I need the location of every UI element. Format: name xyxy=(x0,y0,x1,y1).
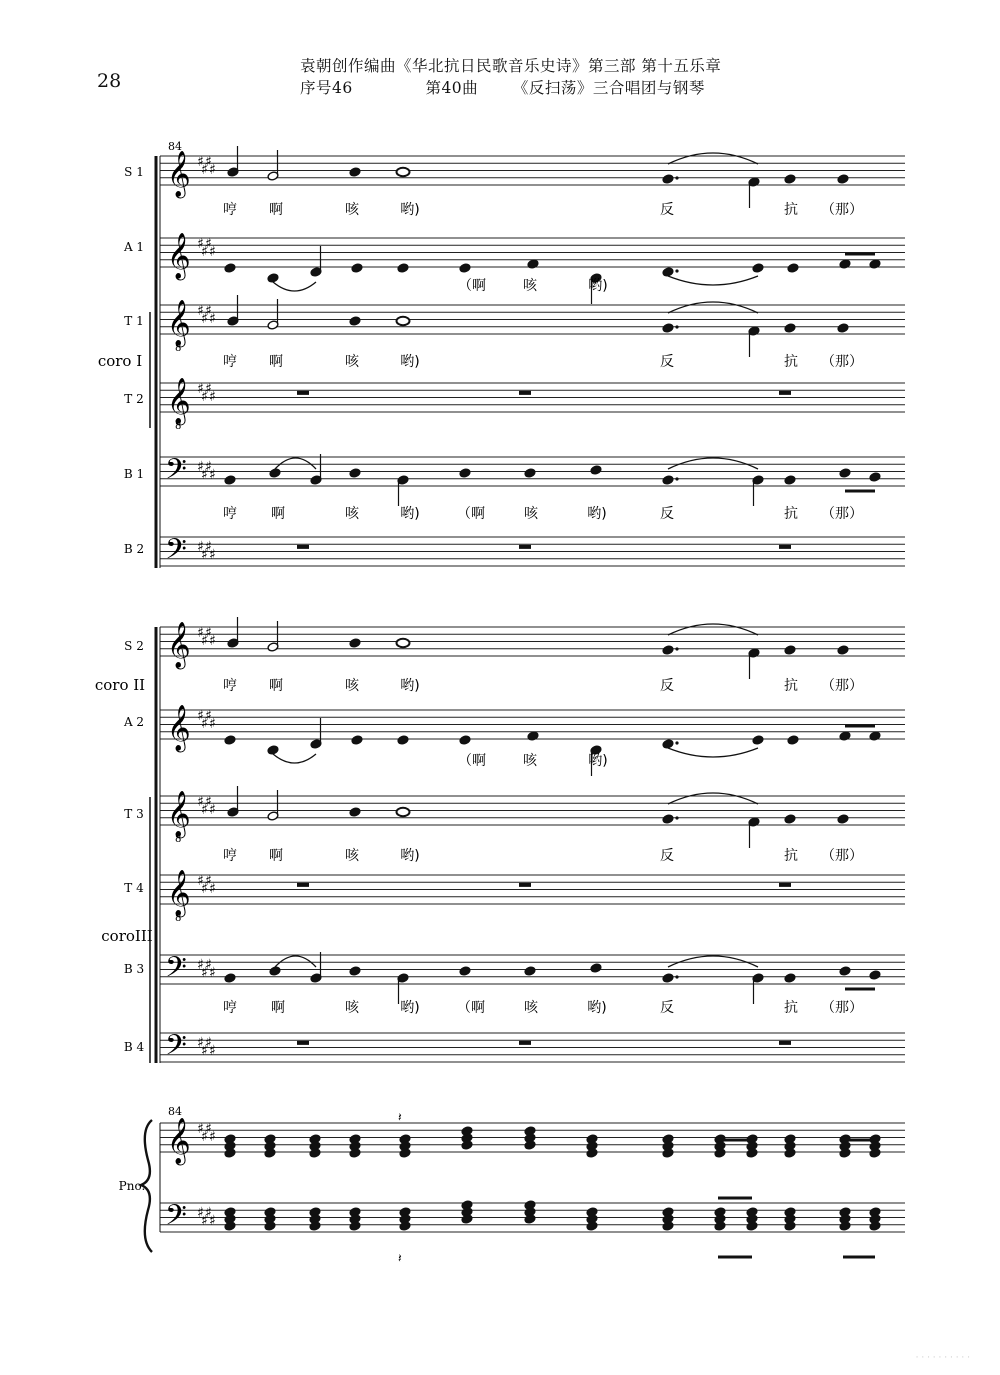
half-rest xyxy=(519,391,531,395)
lyric-syllable: 咳 xyxy=(523,753,537,769)
lyric-syllable: 反 xyxy=(660,678,674,694)
sharp-icon: ♯ xyxy=(209,633,216,649)
sharp-icon: ♯ xyxy=(205,154,212,170)
part-label-t1: T 1 xyxy=(124,314,144,328)
note-head xyxy=(524,966,536,976)
part-label-piano: Pno. xyxy=(118,1179,146,1193)
lyric-syllable: 咳 xyxy=(345,1000,359,1016)
lyric-syllable: 抗 xyxy=(784,202,798,218)
quarter-rest-icon: 𝄽 xyxy=(398,1251,402,1265)
lyric-syllable: 哟) xyxy=(588,753,608,769)
note-dot xyxy=(675,176,678,179)
lyric-syllable: 反 xyxy=(660,506,674,522)
note-head xyxy=(590,465,602,475)
note-head xyxy=(459,468,471,478)
treble-clef-icon: 𝄞 xyxy=(167,300,191,346)
sharp-icon: ♯ xyxy=(201,1129,208,1145)
sharp-icon: ♯ xyxy=(197,708,204,724)
note-head xyxy=(869,259,881,269)
note-head xyxy=(224,263,236,273)
sharp-icon: ♯ xyxy=(209,1213,216,1229)
lyric-syllable: 咳 xyxy=(524,506,538,522)
note-head xyxy=(269,468,281,478)
sharp-icon: ♯ xyxy=(197,625,204,641)
note-head xyxy=(351,263,363,273)
tie-slur xyxy=(275,956,316,967)
sharp-icon: ♯ xyxy=(201,547,208,563)
tie-slur xyxy=(668,624,758,635)
part-label-t2: T 2 xyxy=(124,392,144,406)
sharp-icon: ♯ xyxy=(201,881,208,897)
sharp-icon: ♯ xyxy=(197,1121,204,1137)
bass-clef-icon: 𝄢 xyxy=(165,951,187,991)
treble-clef-icon: 𝄞 xyxy=(167,870,191,916)
half-rest xyxy=(779,545,791,549)
part-label-b4: B 4 xyxy=(123,1040,145,1054)
lyric-syllable: 哼 xyxy=(223,848,237,864)
sharp-icon: ♯ xyxy=(209,881,216,897)
part-label-t4: T 4 xyxy=(124,881,144,895)
sharp-icon: ♯ xyxy=(205,459,212,475)
note-head xyxy=(527,259,539,269)
lyric-syllable: 抗 xyxy=(784,354,798,370)
note-head xyxy=(787,735,799,745)
part-label-s1: S 1 xyxy=(124,165,144,179)
note-head xyxy=(527,731,539,741)
lyric-syllable: 哟) xyxy=(400,1000,420,1016)
note-head xyxy=(784,475,796,485)
sharp-icon: ♯ xyxy=(209,389,216,405)
sharp-icon: ♯ xyxy=(205,303,212,319)
group-label-coro-2: coro II xyxy=(94,676,146,694)
watermark: · · · · · · · · · · xyxy=(915,1353,970,1363)
part-label-b2: B 2 xyxy=(123,542,145,556)
header-piece-title: 《反扫荡》三合唱团与钢琴 xyxy=(512,79,705,97)
lyric-syllable: 咳 xyxy=(345,848,359,864)
sharp-icon: ♯ xyxy=(205,794,212,810)
note-head xyxy=(224,973,236,983)
group-label-coro-1: coro I xyxy=(97,352,143,370)
half-rest xyxy=(297,883,309,887)
lyric-syllable: 啊 xyxy=(269,678,283,694)
whole-note xyxy=(397,317,410,325)
sharp-icon: ♯ xyxy=(197,236,204,252)
measure-number: 84 xyxy=(168,140,182,153)
note-head xyxy=(662,814,674,824)
note-head xyxy=(267,273,279,283)
tie-slur xyxy=(668,748,758,757)
note-head xyxy=(662,267,674,277)
lyric-syllable: 哼 xyxy=(223,202,237,218)
note-head xyxy=(397,263,409,273)
lyric-syllable: （那） xyxy=(821,506,863,522)
lyric-syllable: 哼 xyxy=(223,1000,237,1016)
part-label-a2: A 2 xyxy=(123,715,145,729)
sharp-icon: ♯ xyxy=(197,459,204,475)
note-head xyxy=(839,259,851,269)
part-label-s2: S 2 xyxy=(124,639,144,653)
lyric-syllable: （那） xyxy=(821,848,863,864)
note-head xyxy=(269,966,281,976)
quarter-rest-icon: 𝄽 xyxy=(398,1110,402,1124)
sharp-icon: ♯ xyxy=(201,1213,208,1229)
sharp-icon: ♯ xyxy=(197,154,204,170)
sharp-icon: ♯ xyxy=(205,1035,212,1051)
lyric-syllable: 哟) xyxy=(400,848,420,864)
note-dot xyxy=(675,477,678,480)
sharp-icon: ♯ xyxy=(209,802,216,818)
note-head xyxy=(784,814,796,824)
sharp-icon: ♯ xyxy=(201,467,208,483)
sharp-icon: ♯ xyxy=(209,311,216,327)
lyric-syllable: 哼 xyxy=(223,678,237,694)
note-head xyxy=(662,475,674,485)
sharp-icon: ♯ xyxy=(201,716,208,732)
part-label-b1: B 1 xyxy=(123,467,145,481)
note-head xyxy=(839,468,851,478)
lyric-syllable: 哟) xyxy=(587,1000,607,1016)
lyric-syllable: 哼 xyxy=(223,354,237,370)
note-head xyxy=(839,731,851,741)
lyric-syllable: 抗 xyxy=(784,848,798,864)
sharp-icon: ♯ xyxy=(201,389,208,405)
lyric-syllable: 咳 xyxy=(345,202,359,218)
piano-brace xyxy=(141,1120,152,1252)
note-head xyxy=(784,174,796,184)
lyric-syllable: 哟) xyxy=(587,506,607,522)
sharp-icon: ♯ xyxy=(197,957,204,973)
sharp-icon: ♯ xyxy=(197,539,204,555)
lyric-syllable: （啊 xyxy=(457,1000,485,1016)
note-head xyxy=(839,966,851,976)
note-head xyxy=(349,638,361,648)
note-head xyxy=(837,323,849,333)
sharp-icon: ♯ xyxy=(197,1205,204,1221)
sharp-icon: ♯ xyxy=(209,467,216,483)
tie-slur xyxy=(273,282,316,291)
sharp-icon: ♯ xyxy=(205,1121,212,1137)
lyric-syllable: 咳 xyxy=(345,354,359,370)
lyric-syllable: 哟) xyxy=(588,278,608,294)
note-head xyxy=(349,807,361,817)
lyric-syllable: 咳 xyxy=(523,278,537,294)
part-label-t3: T 3 xyxy=(124,807,144,821)
treble-clef-icon: 𝄞 xyxy=(167,1118,191,1164)
sharp-icon: ♯ xyxy=(197,873,204,889)
tie-slur xyxy=(275,458,316,469)
whole-note xyxy=(397,168,410,176)
lyric-syllable: 哼 xyxy=(223,506,237,522)
half-rest xyxy=(519,545,531,549)
sharp-icon: ♯ xyxy=(209,547,216,563)
lyric-syllable: 啊 xyxy=(269,354,283,370)
note-head xyxy=(459,966,471,976)
note-dot xyxy=(675,325,678,328)
bass-clef-icon: 𝄢 xyxy=(165,453,187,493)
lyric-syllable: 抗 xyxy=(784,506,798,522)
lyric-syllable: 抗 xyxy=(784,1000,798,1016)
lyric-syllable: 咳 xyxy=(345,678,359,694)
octave-marker: 8 xyxy=(175,834,182,845)
note-head xyxy=(752,263,764,273)
sharp-icon: ♯ xyxy=(205,625,212,641)
note-head xyxy=(459,263,471,273)
sharp-icon: ♯ xyxy=(197,381,204,397)
sharp-icon: ♯ xyxy=(201,965,208,981)
lyric-syllable: （那） xyxy=(821,678,863,694)
sharp-icon: ♯ xyxy=(209,965,216,981)
note-head xyxy=(837,174,849,184)
page-number: 28 xyxy=(97,70,122,92)
sharp-icon: ♯ xyxy=(201,162,208,178)
lyric-syllable: 哟) xyxy=(400,506,420,522)
lyric-syllable: （啊 xyxy=(458,278,486,294)
note-dot xyxy=(675,816,678,819)
sharp-icon: ♯ xyxy=(209,1043,216,1059)
half-rest xyxy=(519,883,531,887)
lyric-syllable: 咳 xyxy=(524,1000,538,1016)
note-head xyxy=(224,475,236,485)
note-head xyxy=(869,731,881,741)
treble-clef-icon: 𝄞 xyxy=(167,622,191,668)
treble-clef-icon: 𝄞 xyxy=(167,791,191,837)
half-rest xyxy=(779,1041,791,1045)
note-dot xyxy=(675,269,678,272)
group-label-coro-3: coroIII xyxy=(101,927,153,945)
lyric-syllable: 啊 xyxy=(269,202,283,218)
half-rest xyxy=(779,391,791,395)
octave-marker: 8 xyxy=(175,913,182,924)
half-rest xyxy=(779,883,791,887)
tie-slur xyxy=(668,153,758,164)
tie-slur xyxy=(668,302,758,313)
sharp-icon: ♯ xyxy=(201,802,208,818)
sharp-icon: ♯ xyxy=(209,716,216,732)
tie-slur xyxy=(668,458,758,469)
header-title: 袁朝创作编曲《华北抗日民歌音乐史诗》第三部 第十五乐章 xyxy=(300,57,722,75)
lyric-syllable: 反 xyxy=(660,1000,674,1016)
sharp-icon: ♯ xyxy=(201,633,208,649)
sharp-icon: ♯ xyxy=(205,539,212,555)
note-head xyxy=(524,468,536,478)
lyric-syllable: 抗 xyxy=(784,678,798,694)
note-head xyxy=(662,645,674,655)
measure-number-piano: 84 xyxy=(168,1105,182,1118)
lyric-syllable: 反 xyxy=(660,354,674,370)
sharp-icon: ♯ xyxy=(209,244,216,260)
note-head xyxy=(349,167,361,177)
note-head xyxy=(590,963,602,973)
whole-note xyxy=(397,639,410,647)
sharp-icon: ♯ xyxy=(205,381,212,397)
note-head xyxy=(662,174,674,184)
lyric-syllable: 啊 xyxy=(271,1000,285,1016)
lyric-syllable: 哟) xyxy=(400,678,420,694)
tie-slur xyxy=(273,754,316,763)
octave-marker: 8 xyxy=(175,343,182,354)
note-head xyxy=(349,468,361,478)
bass-clef-icon: 𝄢 xyxy=(165,533,187,573)
sharp-icon: ♯ xyxy=(205,708,212,724)
note-head xyxy=(869,472,881,482)
sharp-icon: ♯ xyxy=(197,794,204,810)
whole-note xyxy=(397,808,410,816)
sharp-icon: ♯ xyxy=(197,1035,204,1051)
note-head xyxy=(869,970,881,980)
tie-slur xyxy=(668,276,758,285)
note-head xyxy=(349,966,361,976)
bass-clef-icon: 𝄢 xyxy=(165,1199,187,1239)
lyric-syllable: 啊 xyxy=(271,506,285,522)
note-head xyxy=(662,973,674,983)
half-rest xyxy=(297,545,309,549)
sharp-icon: ♯ xyxy=(209,1129,216,1145)
note-head xyxy=(784,973,796,983)
octave-marker: 8 xyxy=(175,421,182,432)
lyric-syllable: （那） xyxy=(821,1000,863,1016)
bass-clef-icon: 𝄢 xyxy=(165,1029,187,1069)
sharp-icon: ♯ xyxy=(205,236,212,252)
part-label-b3: B 3 xyxy=(123,962,145,976)
note-head xyxy=(837,645,849,655)
treble-clef-icon: 𝄞 xyxy=(167,151,191,197)
sharp-icon: ♯ xyxy=(205,957,212,973)
lyric-syllable: 咳 xyxy=(345,506,359,522)
note-head xyxy=(397,735,409,745)
note-head xyxy=(662,739,674,749)
half-rest xyxy=(297,391,309,395)
note-dot xyxy=(675,647,678,650)
lyric-syllable: 反 xyxy=(660,202,674,218)
sharp-icon: ♯ xyxy=(209,162,216,178)
half-rest xyxy=(519,1041,531,1045)
header-piece-number: 第40曲 xyxy=(425,79,479,97)
note-head xyxy=(784,323,796,333)
treble-clef-icon: 𝄞 xyxy=(167,705,191,751)
lyric-syllable: （那） xyxy=(821,354,863,370)
note-dot xyxy=(675,741,678,744)
note-head xyxy=(784,645,796,655)
treble-clef-icon: 𝄞 xyxy=(167,233,191,279)
note-head xyxy=(351,735,363,745)
header-sequence: 序号46 xyxy=(300,79,353,97)
lyric-syllable: 哟) xyxy=(400,202,420,218)
lyric-syllable: （啊 xyxy=(457,506,485,522)
sharp-icon: ♯ xyxy=(205,1205,212,1221)
lyric-syllable: （啊 xyxy=(458,753,486,769)
note-head xyxy=(349,316,361,326)
sharp-icon: ♯ xyxy=(197,303,204,319)
note-head xyxy=(224,735,236,745)
note-head xyxy=(662,323,674,333)
half-rest xyxy=(297,1041,309,1045)
sharp-icon: ♯ xyxy=(205,873,212,889)
sharp-icon: ♯ xyxy=(201,244,208,260)
treble-clef-icon: 𝄞 xyxy=(167,378,191,424)
note-dot xyxy=(675,975,678,978)
lyric-syllable: （那） xyxy=(821,202,863,218)
tie-slur xyxy=(668,793,758,804)
note-head xyxy=(267,745,279,755)
tie-slur xyxy=(668,956,758,967)
lyric-syllable: 哟) xyxy=(400,354,420,370)
note-head xyxy=(787,263,799,273)
note-head xyxy=(837,814,849,824)
sharp-icon: ♯ xyxy=(201,311,208,327)
lyric-syllable: 啊 xyxy=(269,848,283,864)
note-head xyxy=(459,735,471,745)
lyric-syllable: 反 xyxy=(660,848,674,864)
note-head xyxy=(752,735,764,745)
sharp-icon: ♯ xyxy=(201,1043,208,1059)
part-label-a1: A 1 xyxy=(123,240,145,254)
